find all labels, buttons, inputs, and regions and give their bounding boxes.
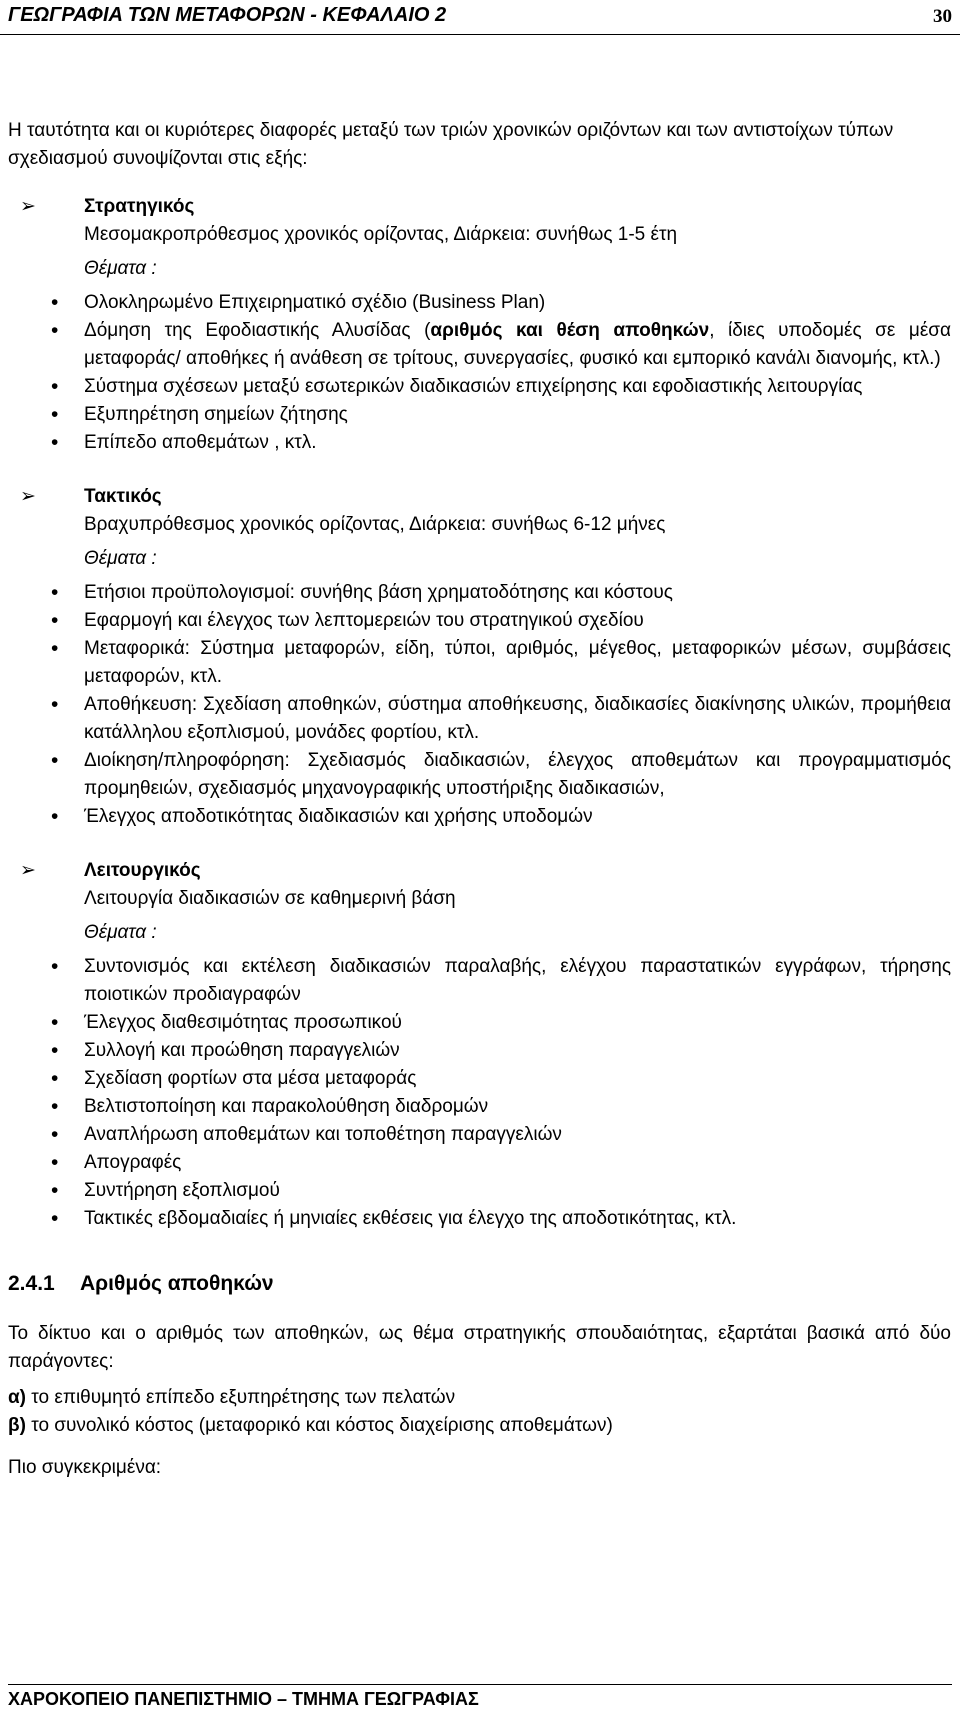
factor-b xyxy=(8,1412,951,1440)
topic-list xyxy=(84,953,951,1233)
subsection-paragraph: Το δίκτυο και ο αριθμός των αποθηκών, ως θέμα στρατηγικής σπουδαιότητας, εξαρτάται βασικά από δύο παράγοντες: xyxy=(8,1323,951,1372)
item-bold-text: αριθμός και θέση αποθηκών xyxy=(430,320,710,341)
list-item: • Ολοκληρωμένο Επιχειρηματικό σχέδιο (Business Plan) xyxy=(51,289,951,317)
page-footer: ΧΑΡΟΚΟΠΕΙΟ ΠΑΝΕΠΙΣΤΗΜΙΟ – ΤΜΗΜΑ ΓΕΩΓΡΑΦΙΑΣ xyxy=(8,1684,952,1710)
intro-paragraph: Η ταυτότητα και οι κυριότερες διαφορές μεταξύ των τριών χρονικών οριζόντων και των αντιστοίχων τύπων σχεδιασμού συνοψίζονται στις εξής: xyxy=(8,120,894,169)
list-item: • Μεταφορικά: Σύστημα μεταφορών, είδη, τύποι, αριθμός, μέγεθος, μεταφορικών μέσων, συμβάσεις μεταφορών, κτλ. xyxy=(51,635,951,691)
section-title: Τακτικός xyxy=(84,486,162,507)
list-item: • Αναπλήρωση αποθεμάτων και τοποθέτηση παραγγελιών xyxy=(51,1121,951,1149)
section-title: Στρατηγικός xyxy=(84,196,195,217)
factor-a-label: α) xyxy=(8,1387,27,1408)
list-item: • Συντονισμός και εκτέλεση διαδικασιών παραλαβής, ελέγχου παραστατικών εγγράφων, τήρησης ποιοτικών προδιαγραφών xyxy=(51,953,951,1009)
list-item: • Διοίκηση/πληροφόρηση: Σχεδιασμός διαδικασιών, έλεγχος αποθεμάτων και προγραμματισμός προμηθειών, σχεδιασμός μηχανογραφικής υποστήριξης διαδικασιών, xyxy=(51,747,951,803)
page-number: 30 xyxy=(933,6,952,27)
themata-label: Θέματα : xyxy=(84,258,157,279)
subsection-title: Αριθμός αποθηκών xyxy=(80,1272,274,1295)
list-item: • Εξυπηρέτηση σημείων ζήτησης xyxy=(51,401,951,429)
list-item: • Σύστημα σχέσεων μεταξύ εσωτερικών διαδικασιών επιχείρησης και εφοδιαστικής λειτουργίας xyxy=(51,373,951,401)
closing-line: Πιο συγκεκριμένα: xyxy=(8,1457,162,1478)
list-item: • Συντήρηση εξοπλισμού xyxy=(51,1177,951,1205)
list-item: • Αποθήκευση: Σχεδίαση αποθηκών, σύστημα αποθήκευσης, διαδικασίες διακίνησης υλικών, προμήθεια κατάλληλου εξοπλισμού, μονάδες φορτίου, κτλ. xyxy=(51,691,951,747)
subsection-heading xyxy=(8,1270,951,1298)
section-tactical xyxy=(8,483,951,831)
factor-b-text: το συνολικό κόστος (μεταφορικό και κόστος διαχείρισης αποθεμάτων) xyxy=(25,1415,613,1436)
item-text: Δόμηση της Εφοδιαστικής Αλυσίδας ( xyxy=(84,320,431,341)
section-title: Λειτουργικός xyxy=(84,860,201,881)
topic-list xyxy=(84,579,951,831)
list-item: • Επίπεδο αποθεμάτων , κτλ. xyxy=(51,429,951,457)
section-subtitle: Λειτουργία διαδικασιών σε καθημερινή βάση xyxy=(84,888,456,909)
factor-a xyxy=(8,1384,951,1412)
header-title: ΓΕΩΓΡΑΦΙΑ ΤΩΝ ΜΕΤΑΦΟΡΩΝ - ΚΕΦΑΛΑΙΟ 2 xyxy=(8,4,447,26)
list-item: • Έλεγχος διαθεσιμότητας προσωπικού xyxy=(51,1009,951,1037)
section-subtitle: Μεσομακροπρόθεσμος χρονικός ορίζοντας, Διάρκεια: συνήθως 1-5 έτη xyxy=(84,224,678,245)
page-body xyxy=(8,117,951,1482)
arrow-bullet-icon: ➢ xyxy=(20,486,36,507)
arrow-bullet-icon: ➢ xyxy=(20,196,36,217)
list-item xyxy=(51,317,951,373)
subsection-number: 2.4.1 xyxy=(8,1272,55,1295)
themata-label: Θέματα : xyxy=(84,548,157,569)
factor-b-label: β) xyxy=(8,1415,26,1436)
section-subtitle: Βραχυπρόθεσμος χρονικός ορίζοντας, Διάρκεια: συνήθως 6-12 μήνες xyxy=(84,514,666,535)
topic-list xyxy=(84,289,951,457)
list-item: • Τακτικές εβδομαδιαίες ή μηνιαίες εκθέσεις για έλεγχο της αποδοτικότητας, κτλ. xyxy=(51,1205,951,1233)
list-item: • Απογραφές xyxy=(51,1149,951,1177)
arrow-bullet-icon: ➢ xyxy=(20,860,36,881)
list-item: • Έλεγχος αποδοτικότητας διαδικασιών και χρήσης υποδομών xyxy=(51,803,951,831)
list-item: • Βελτιστοποίηση και παρακολούθηση διαδρομών xyxy=(51,1093,951,1121)
list-item: • Συλλογή και προώθηση παραγγελιών xyxy=(51,1037,951,1065)
section-strategic xyxy=(8,193,951,457)
list-item: • Σχεδίαση φορτίων στα μέσα μεταφοράς xyxy=(51,1065,951,1093)
list-item: • Εφαρμογή και έλεγχος των λεπτομερειών του στρατηγικού σχεδίου xyxy=(51,607,951,635)
item-text: , ίδιες υποδομές σε μέσα μεταφοράς/ αποθήκες ή ανάθεση σε τρίτους, συνεργασίες, φυσικό και εμπορικό κανάλι διανομής, κτλ.) xyxy=(84,320,951,369)
factor-a-text: το επιθυμητό επίπεδο εξυπηρέτησης των πελατών xyxy=(26,1387,456,1408)
section-operational xyxy=(8,857,951,1233)
list-item: • Ετήσιοι προϋπολογισμοί: συνήθης βάση χρηματοδότησης και κόστους xyxy=(51,579,951,607)
page-header xyxy=(0,0,960,35)
themata-label: Θέματα : xyxy=(84,922,157,943)
